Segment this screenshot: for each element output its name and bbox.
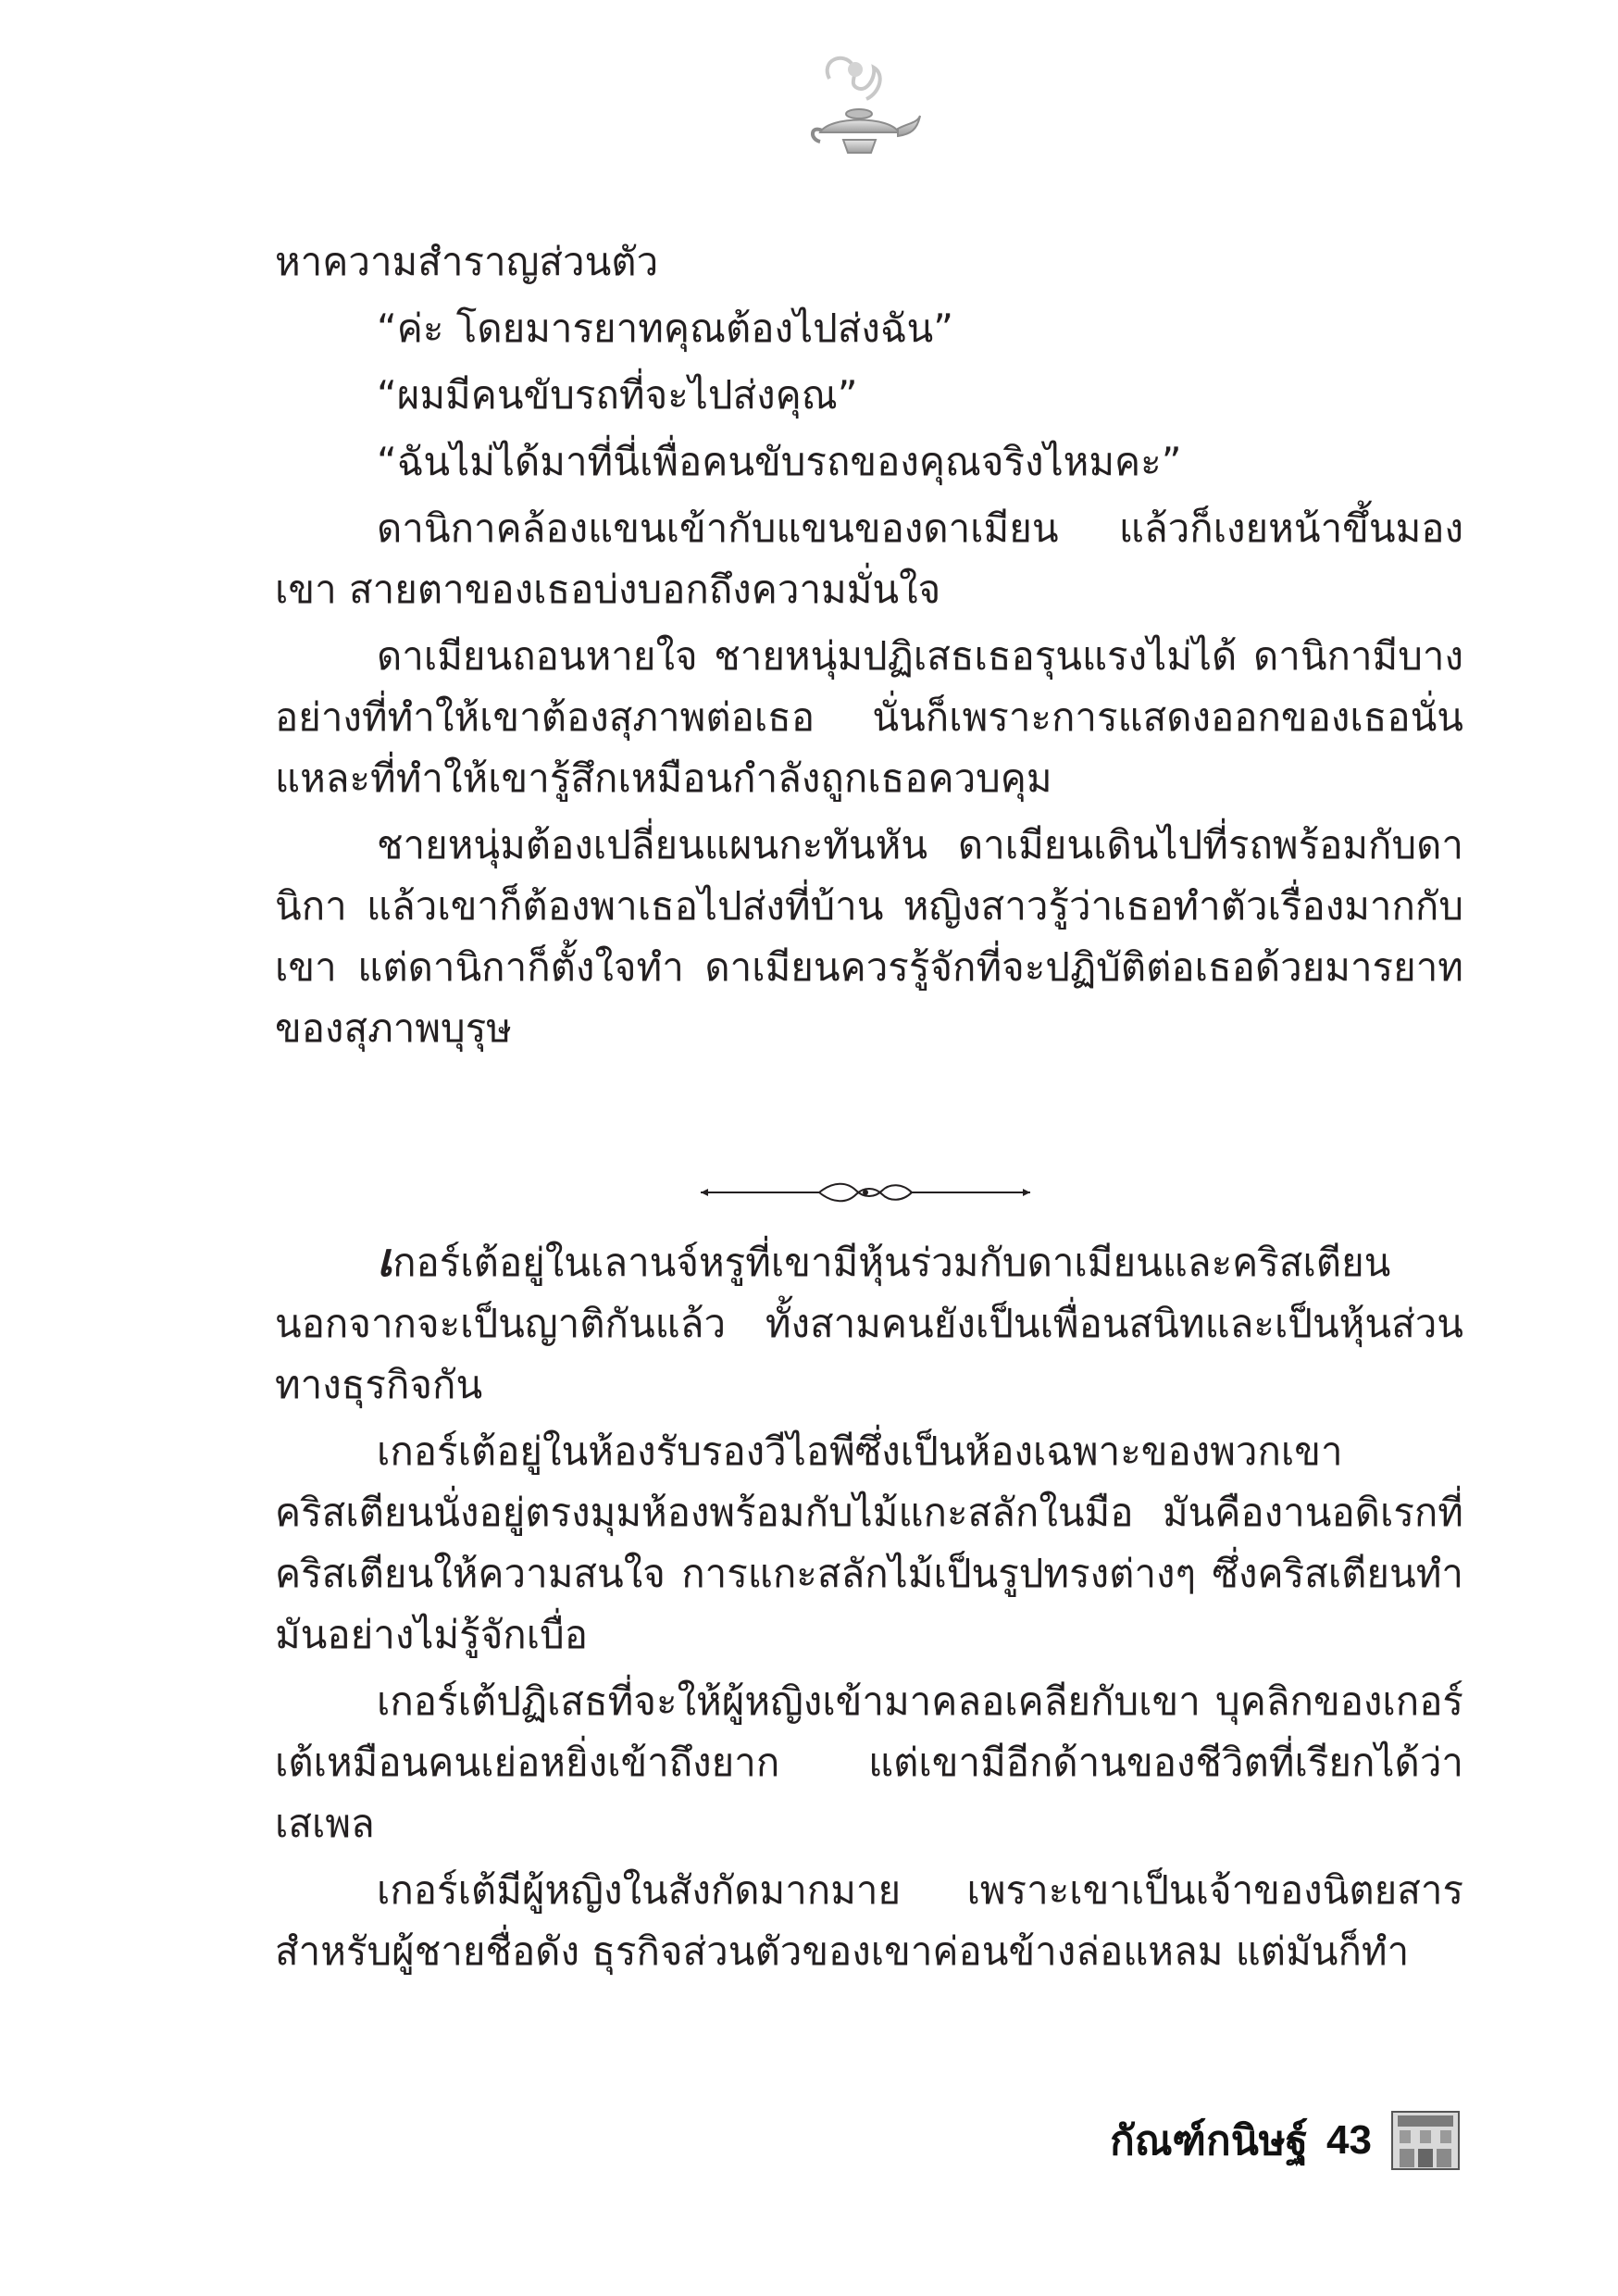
page-number: 43 — [1326, 2117, 1372, 2163]
body-text-section-2 — [275, 1229, 1463, 1988]
page-footer — [1110, 2108, 1461, 2173]
drop-cap: เ — [377, 1232, 393, 1287]
paragraph-text: กอร์เต้อยู่ในเลานจ์หรูที่เขามีหุ้นร่วมกับดาเมียนและคริสเตียน นอกจากจะเป็นญาติกันแล้ว ทั้งสามคนยังเป็นเพื่อนสนิทและเป็นหุ้นส่วนทางธุรกิจกัน — [275, 1240, 1463, 1407]
paragraph: “ฉันไม่ได้มาที่นี่เพื่อคนขับรถของคุณจริงไหมคะ” — [377, 439, 1182, 484]
paragraph: เกอร์เต้อยู่ในห้องรับรองวีไอพีซึ่งเป็นห้องเฉพาะของพวกเขา คริสเตียนนั่งอยู่ตรงมุมห้องพร้อมกับไม้แกะสลักในมือ มันคืองานอดิเรกที่คริสเตียนให้ความสนใจ การแกะสลักไม้เป็นรูปทรงต่างๆ ซึ่งคริสเตียนทำมันอย่างไม่รู้จักเบื่อ — [275, 1429, 1463, 1657]
bookstore-building-icon — [1390, 2110, 1461, 2171]
paragraph-with-dropcap — [275, 1229, 1463, 1416]
paragraph: ดาเมียนถอนหายใจ ชายหนุ่มปฏิเสธเธอรุนแรงไม่ได้ ดานิกามีบางอย่างที่ทำให้เขาต้องสุภาพต่อเธอ นั่นก็เพราะการแสดงออกของเธอนั่นแหละที่ทำให้เขารู้สึกเหมือนกำลังถูกเธอควบคุม — [275, 633, 1463, 801]
paragraph: ชายหนุ่มต้องเปลี่ยนแผนกะทันหัน ดาเมียนเดินไปที่รถพร้อมกับดานิกา แล้วเขาก็ต้องพาเธอไปส่งที่บ้าน หญิงสาวรู้ว่าเธอทำตัวเรื่องมากกับเขา แต่ดานิกาก็ตั้งใจทำ ดาเมียนควรรู้จักที่จะปฏิบัติต่อเธอด้วยมารยาทของสุภาพบุรุษ — [275, 822, 1463, 1051]
paragraph: หาความสำราญส่วนตัว — [275, 239, 659, 284]
body-text-top — [275, 231, 1463, 1065]
genie-lamp-icon — [802, 51, 922, 167]
paragraph: เกอร์เต้ปฏิเสธที่จะให้ผู้หญิงเข้ามาคลอเคลียกับเขา บุคลิกของเกอร์เต้เหมือนคนเย่อหยิ่งเข้าถึงยาก แต่เขามีอีกด้านของชีวิตที่เรียกได้ว่าเสเพล — [275, 1678, 1463, 1846]
book-title: กัณฑ์กนิษฐ์ — [1110, 2117, 1309, 2165]
paragraph: “ผมมีคนขับรถที่จะไปส่งคุณ” — [377, 372, 858, 418]
paragraph: ดานิกาคล้องแขนเข้ากับแขนของดาเมียน แล้วก็เงยหน้าขึ้นมองเขา สายตาของเธอบ่งบอกถึงความมั่นใจ — [275, 505, 1463, 612]
paragraph: “ค่ะ โดยมารยาทคุณต้องไปส่งฉัน” — [377, 306, 953, 351]
section-divider-flourish-icon — [699, 1174, 1032, 1211]
paragraph: เกอร์เต้มีผู้หญิงในสังกัดมากมาย เพราะเขาเป็นเจ้าของนิตยสารสำหรับผู้ชายชื่อดัง ธุรกิจส่วนตัวของเขาค่อนข้างล่อแหลม แต่มันก็ทำ — [275, 1867, 1463, 1974]
